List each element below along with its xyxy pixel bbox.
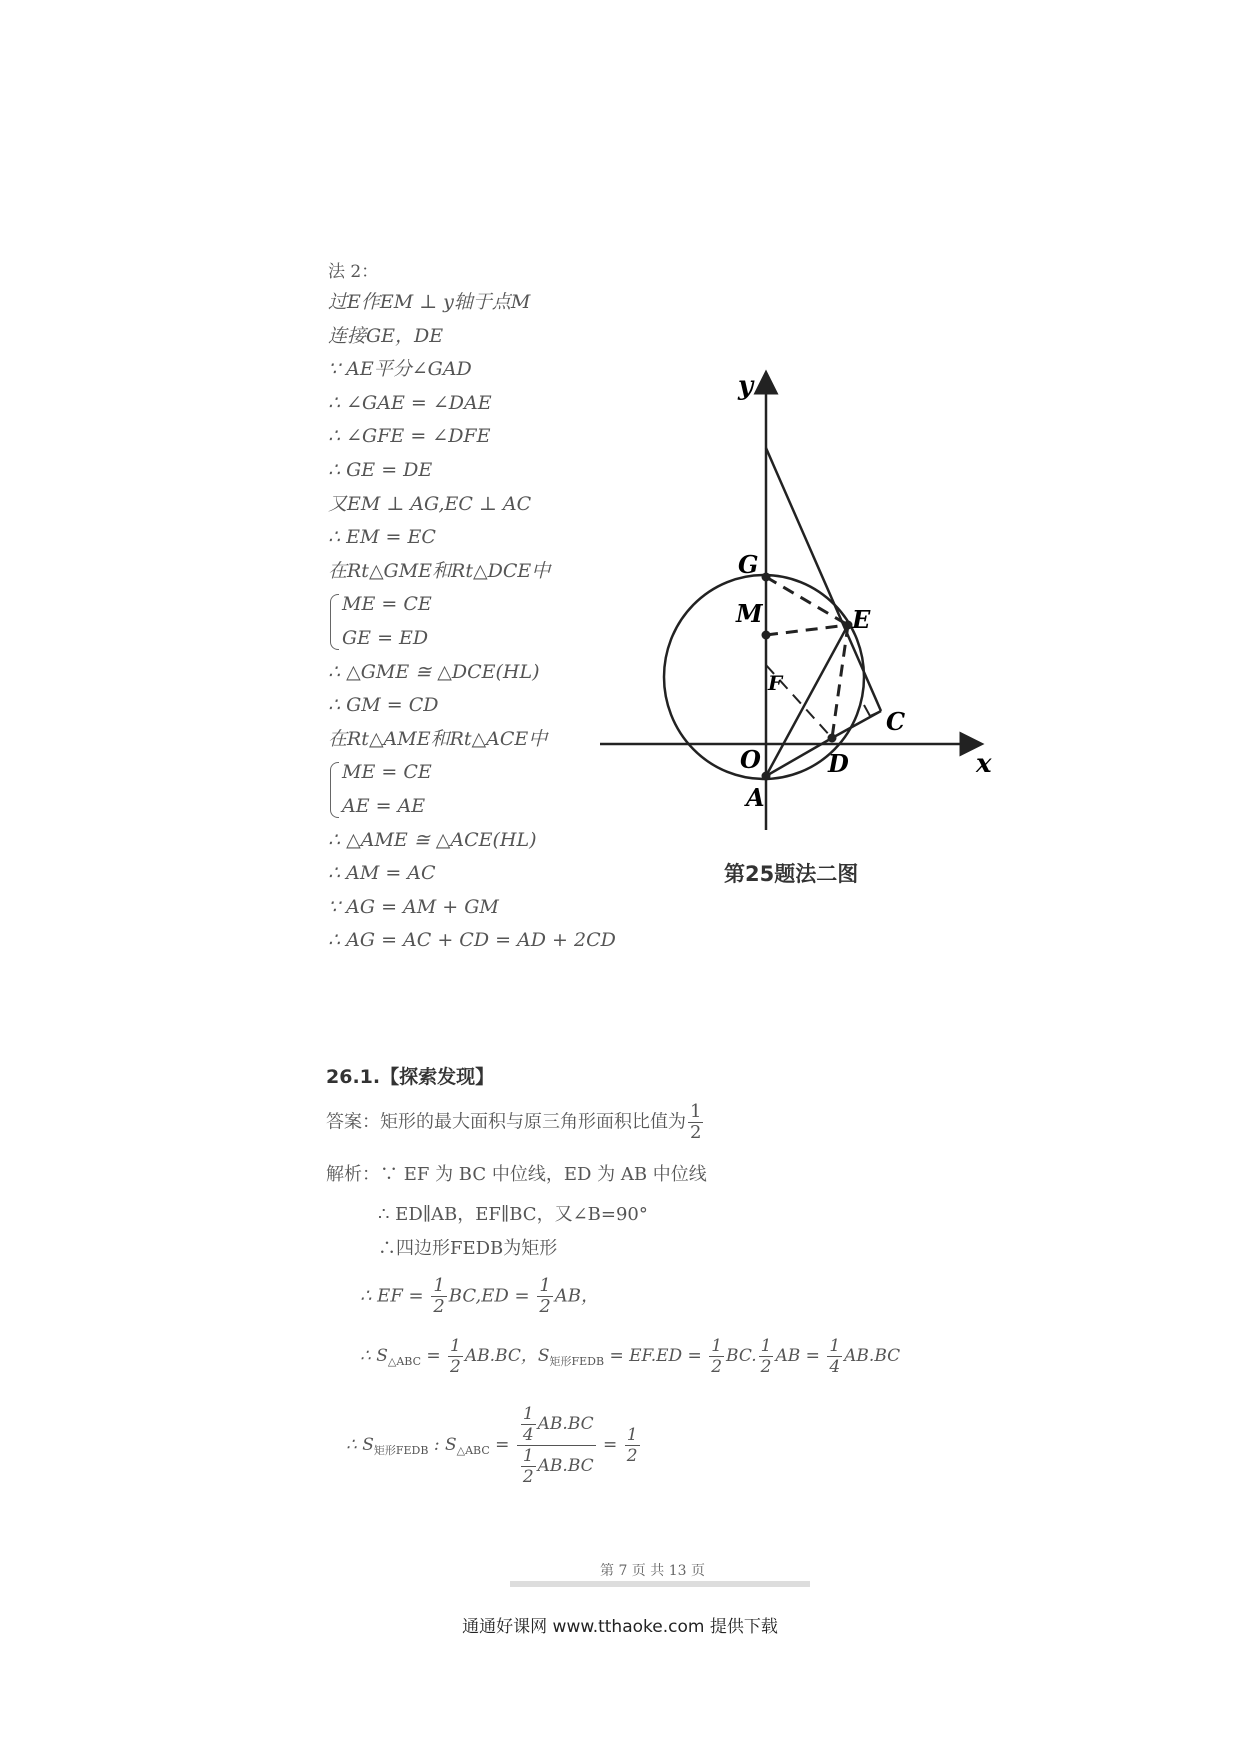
proof-line: ME = CE [342, 593, 432, 616]
footer-text: 通通好课网 www.tthaoke.com 提供下载 [462, 1617, 778, 1637]
analysis-step-1: ∴ ED∥AB，EF∥BC，又∠B=90° [378, 1204, 648, 1225]
proof-line: ∴ AG = AC + CD = AD + 2CD [328, 929, 616, 952]
eq-text: BC,ED = [448, 1285, 530, 1307]
proof-line: ∴ EM = EC [328, 526, 436, 549]
answer-text: 答案：矩形的最大面积与原三角形面积比值为 [326, 1111, 686, 1133]
eq-text: ∴ EF = [360, 1285, 424, 1307]
frac-num: 1 [450, 1336, 461, 1356]
proof-line: ∴ ∠GAE = ∠DAE [328, 391, 492, 414]
proof-line: 连接GE，DE [328, 324, 444, 347]
frac-den: 4 [829, 1357, 841, 1377]
answer-fraction [688, 1102, 703, 1143]
fraction [537, 1276, 552, 1317]
fraction [625, 1425, 640, 1466]
equation-2 [360, 1336, 900, 1377]
proof-line: 又EM ⊥ AG,EC ⊥ AC [328, 492, 532, 515]
frac-den: 2 [626, 1446, 638, 1466]
proof-line: 法 2： [328, 262, 379, 282]
frac-den: 2 [433, 1296, 445, 1317]
proof-line: ∵ AE平分∠GAD [328, 358, 472, 381]
eq-text: AB.BC，S [464, 1346, 550, 1366]
frac-den: 2 [711, 1357, 723, 1377]
proof-line: ∴ ∠GFE = ∠DFE [328, 425, 491, 448]
eq-text: AB.BC [537, 1456, 594, 1476]
proof-line: ∵ AG = AM + GM [328, 895, 499, 918]
eq-text: AB = [775, 1346, 820, 1366]
proof-line: ∴ △GME ≅ △DCE(HL) [328, 660, 540, 683]
proof-line: ∴ △AME ≅ △ACE(HL) [328, 828, 537, 851]
proof-line: 在Rt△GME和Rt△DCE中 [328, 559, 551, 582]
section-title: 26.1.【探索发现】 [326, 1066, 495, 1088]
eq-text: ∴ S [346, 1435, 374, 1455]
label-D: D [828, 749, 849, 778]
proof-line: AE = AE [342, 794, 426, 817]
fraction [709, 1336, 724, 1377]
frac-num: 1 [522, 1446, 534, 1466]
frac-den: 2 [450, 1357, 461, 1377]
point-M [762, 631, 771, 640]
eq-text: BC. [726, 1346, 757, 1366]
label-y: y [738, 371, 754, 401]
eq-subscript: 矩形FEDB [373, 1444, 429, 1457]
frac-num: 1 [433, 1275, 445, 1296]
fraction [521, 1404, 536, 1445]
frac-num: 1 [539, 1275, 551, 1296]
frac-num: 1 [522, 1404, 534, 1424]
geometry-figure [600, 360, 1020, 860]
eq-subscript: △ABC [456, 1444, 490, 1457]
analysis-line: 解析：∵ EF 为 BC 中位线，ED 为 AB 中位线 [326, 1164, 707, 1185]
proof-method-2 [328, 258, 616, 958]
frac-den: 4 [522, 1425, 534, 1445]
equation-3 [346, 1404, 642, 1487]
point-A [762, 772, 771, 781]
segment-ME [766, 625, 848, 635]
proof-line: GE = ED [342, 626, 429, 649]
page-number: 第 7 页 共 13 页 [600, 1563, 705, 1579]
eq-text: = [426, 1346, 441, 1366]
compound-fraction [517, 1404, 596, 1487]
proof-line: ∴ GE = DE [328, 458, 433, 481]
eq-text: AB， [554, 1285, 600, 1307]
frac-den: 2 [760, 1357, 772, 1377]
frac-num: 1 [711, 1336, 723, 1356]
point-G [762, 573, 771, 582]
frac-den: 2 [690, 1122, 702, 1143]
equation-1 [360, 1276, 599, 1317]
equation-system [328, 588, 616, 655]
eq-subscript: △ABC [387, 1355, 421, 1368]
label-M: M [736, 599, 763, 628]
compound-num [517, 1404, 596, 1446]
label-A: A [746, 783, 765, 812]
analysis-step-2: ∴四边形FEDB为矩形 [378, 1238, 558, 1259]
frac-num: 1 [829, 1336, 841, 1356]
label-G: G [738, 550, 759, 579]
fraction [759, 1336, 774, 1377]
eq-text: : S [433, 1435, 457, 1455]
proof-line: 在Rt△AME和Rt△ACE中 [328, 727, 548, 750]
compound-den [517, 1446, 596, 1487]
proof-line: ∴ AM = AC [328, 862, 436, 885]
figure-caption: 第25题法二图 [724, 862, 859, 886]
eq-text: AB.BC [537, 1414, 594, 1434]
label-x: x [976, 749, 992, 779]
frac-num: 1 [760, 1336, 772, 1356]
label-E: E [852, 605, 871, 634]
proof-line: ∴ GM = CD [328, 694, 439, 717]
label-C: C [886, 707, 906, 736]
faint-text-strip [510, 1581, 810, 1587]
fraction [448, 1336, 463, 1377]
equation-system [328, 756, 616, 823]
point-D [828, 734, 837, 743]
proof-line: ME = CE [342, 761, 432, 784]
answer-line [326, 1102, 705, 1143]
eq-text: = EF.ED = [609, 1346, 702, 1366]
eq-text: = [603, 1435, 618, 1455]
frac-num: 1 [626, 1425, 638, 1445]
frac-den: 2 [522, 1467, 534, 1487]
fraction [521, 1446, 536, 1487]
eq-text: AB.BC [844, 1346, 901, 1366]
frac-num: 1 [690, 1101, 702, 1122]
eq-subscript: 矩形FEDB [549, 1355, 605, 1368]
label-O: O [740, 745, 761, 774]
fraction [827, 1336, 842, 1377]
fraction [431, 1276, 446, 1317]
label-F: F [768, 671, 783, 695]
frac-den: 2 [539, 1296, 551, 1317]
eq-text: ∴ S [360, 1346, 388, 1366]
proof-line: 过E作EM ⊥ y轴于点M [328, 291, 531, 313]
eq-text: = [495, 1435, 510, 1455]
